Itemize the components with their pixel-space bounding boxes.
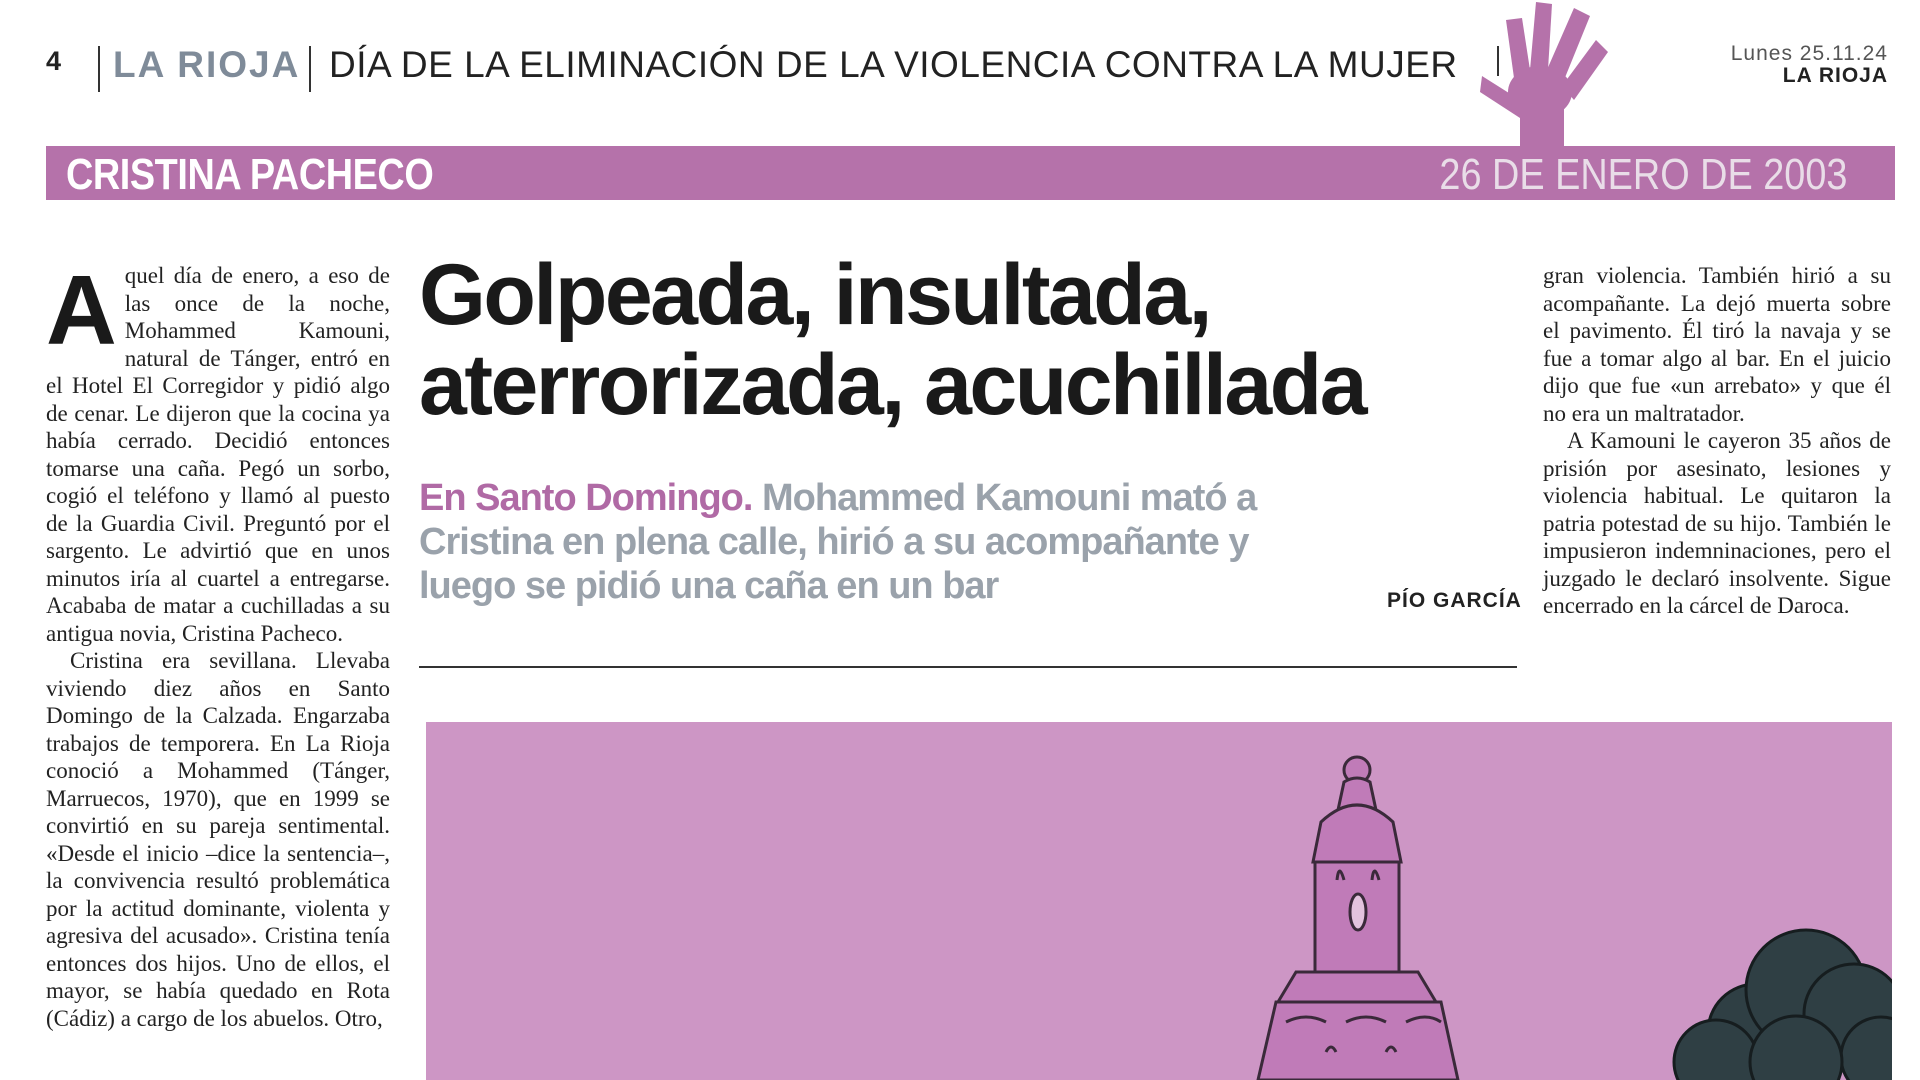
paragraph-text: quel día de enero, a eso de las once de la noche, Mohammed Kamouni, natural de Tánger, entró en el Hotel El Corregidor y pidió algo de cenar. Le dijeron que la cocina ya había cerrado. Decidió entonces tomarse una caña. Pegó un sorbo, cogió el teléfono y llamó al puesto de la Guardia Civil. Preguntó por el sargento. Le advirtió que en unos minutos iría al cuartel a entregarse. Acababa de matar a cuchilladas a su antigua novia, Cristina Pacheco. <box>46 263 390 646</box>
header-divider <box>309 46 311 92</box>
tree-icon <box>1674 930 1892 1080</box>
headline-line: Golpeada, insultada, <box>419 247 1211 343</box>
town-illustration <box>426 722 1892 1080</box>
paragraph <box>46 255 390 647</box>
subheadline <box>419 476 1269 608</box>
section-title: DÍA DE LA ELIMINACIÓN DE LA VIOLENCIA CONTRA LA MUJER <box>329 44 1458 85</box>
paragraph: Cristina era sevillana. Llevaba viviendo diez años en Santo Domingo de la Calzada. Engarzaba trabajos de temporera. En La Rioja conoció a Mohammed (Tánger, Marruecos, 1970), que en 1999 se convirtió en su pareja sentimental. «Desde el inicio –dice la sentencia–, la convivencia resultó problemática por la actitud dominante, violenta y agresiva del acusado». Cristina tenía entonces dos hijos. Uno de ellos, el mayor, se había quedado en Rota (Cádiz) a cargo de los abuelos. Otro, <box>46 648 390 1031</box>
left-column <box>46 255 390 1032</box>
paragraph: A Kamouni le cayeron 35 años de prisión por asesinato, lesiones y violencia habitual. Le quitaron la patria potestad de su hijo. También le impusieron indemninaciones, pero el juzgado le declaró insolvente. Sigue encerrado en la cárcel de Daroca. <box>1543 428 1891 618</box>
right-column <box>1543 262 1891 620</box>
raised-hand-icon <box>1478 0 1618 150</box>
page-number: 4 <box>46 46 62 76</box>
page-header <box>0 0 1920 140</box>
church-tower-icon <box>1258 757 1458 1080</box>
header-divider <box>98 46 100 92</box>
banner-date: 26 DE ENERO DE 2003 <box>1438 150 1847 199</box>
paragraph: gran violencia. También hirió a su acompañante. La dejó muerta sobre el pavimento. Él tiró la navaja y se fue a tomar algo al bar. En el juicio dijo que fue «un arrebato» y que él no era un maltratador. <box>1543 263 1891 426</box>
issue-date: Lunes 25.11.24 <box>1730 42 1888 65</box>
illustration <box>426 722 1892 1080</box>
paper-name: LA RIOJA <box>113 44 301 85</box>
headline <box>419 247 1519 433</box>
victim-banner <box>46 146 1895 200</box>
byline: PÍO GARCÍA <box>1387 589 1522 612</box>
paper-name-small: LA RIOJA <box>1782 64 1888 87</box>
subhead-text: Mohammed Kamouni mató a Cristina en plena calle, hirió a su acompañante y luego se pidió una caña en un bar <box>419 477 1257 607</box>
banner-name: CRISTINA PACHECO <box>66 150 434 199</box>
headline-line: aterrorizada, acuchillada <box>419 337 1366 433</box>
headline-rule <box>419 666 1517 668</box>
subhead-lead: En Santo Domingo. <box>419 477 753 519</box>
drop-cap: A <box>46 255 117 365</box>
